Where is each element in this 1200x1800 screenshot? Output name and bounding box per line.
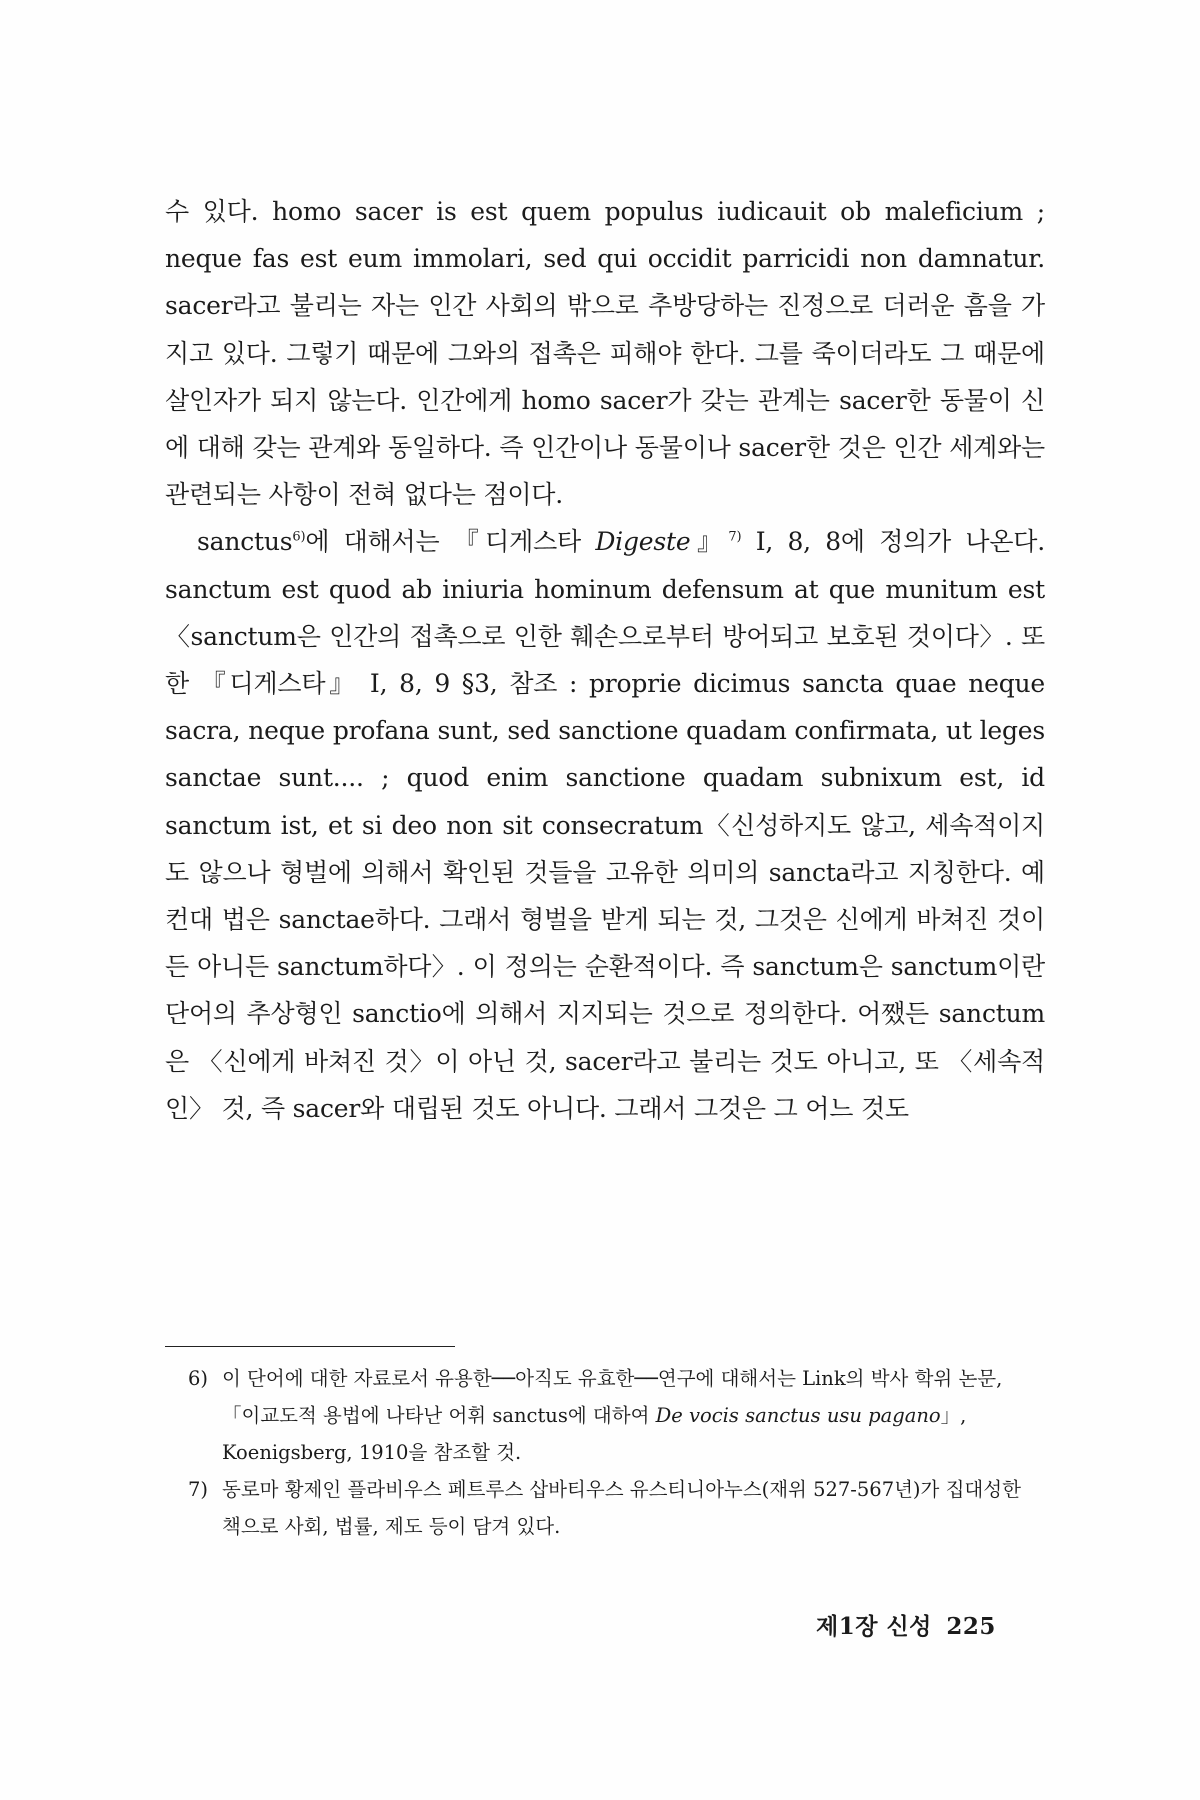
main-text: [165, 188, 1045, 1132]
text-run: sanctus: [197, 527, 293, 557]
text-run: 」, Koenigsberg, 1910을 참조할 것.: [222, 1404, 967, 1464]
footnotes: [188, 1360, 1045, 1545]
italic-text: Digeste: [595, 527, 691, 557]
footnote-number: 7): [188, 1478, 209, 1501]
page-number: 225: [946, 1613, 996, 1640]
footnote-divider: [165, 1346, 455, 1347]
paragraph: [165, 188, 1045, 518]
text-run: I, 8, 8에 정의가 나온다. sanctum est quod ab iniuria hominum defensum at que munitum est〈sanctum은 인간의 접촉으로 인한 훼손으로부터 방어되고 보호된 것이다〉. 또한 『디게스타』 I, 8, 9 §3, 참조 : proprie dicimus sancta quae neque sacra, neque profana sunt, sed sanctione quadam confirmata, ut leges sanctae sunt.... ; quod enim sanctione quadam subnixum est, id sanctum ist, et si deo non sit consecratum〈신성하지도 않고, 세속적이지도 않으나 형벌에 의해서 확인된 것들을 고유한 의미의 sancta라고 지칭한다. 예컨대 법은 sanctae하다. 그래서 형벌을 받게 되는 것, 그것은 신에게 바쳐진 것이든 아니든 sanctum하다〉. 이 정의는 순환적이다. 즉 sanctum은 sanctum이란 단어의 추상형인 sanctio에 의해서 지지되는 것으로 정의한다. 어쨌든 sanctum은 〈신에게 바쳐진 것〉이 아닌 것, sacer라고 불리는 것도 아니고, 또 〈세속적인〉 것, 즉 sacer와 대립된 것도 아니다. 그래서 그것은 그 어느 것도: [165, 527, 1045, 1123]
text-run: 동로마 황제인 플라비우스 페트루스 삽바티우스 유스티니아누스(재위 527-567년)가 집대성한 책으로 사회, 법률, 제도 등이 담겨 있다.: [222, 1478, 1021, 1538]
footnote-item: [188, 1471, 1045, 1545]
text-run: 에 대해서는 『디게스타: [305, 527, 596, 557]
italic-text: De vocis sanctus usu pagano: [655, 1404, 941, 1427]
footnote-item: [188, 1360, 1045, 1471]
text-run: 』: [690, 527, 729, 557]
text-run: 이 단어에 대한 자료로서 유용한──아직도 유효한──연구에 대해서는 Link의 박사 학위 논문, 「이교도적 용법에 나타난 어휘 sanctus에 대하여: [222, 1367, 1003, 1427]
running-footer-chapter: 제1장 신성: [816, 1613, 932, 1640]
footnote-reference: 7): [728, 530, 742, 546]
paragraph: [165, 518, 1045, 1132]
footnote-reference: 6): [292, 530, 306, 546]
footnote-number: 6): [188, 1367, 209, 1390]
page-footer: [816, 1608, 1002, 1641]
text-run: 수 있다. homo sacer is est quem populus iudicauit ob maleficium ; neque fas est eum immolari, sed qui occidit parricidi non damnatur. sacer라고 불리는 자는 인간 사회의 밖으로 추방당하는 진정으로 더러운 흠을 가지고 있다. 그렇기 때문에 그와의 접촉은 피해야 한다. 그를 죽이더라도 그 때문에 살인자가 되지 않는다. 인간에게 homo sacer가 갖는 관계는 sacer한 동물이 신에 대해 갖는 관계와 동일하다. 즉 인간이나 동물이나 sacer한 것은 인간 세계와는 관련되는 사항이 전혀 없다는 점이다.: [165, 197, 1045, 510]
